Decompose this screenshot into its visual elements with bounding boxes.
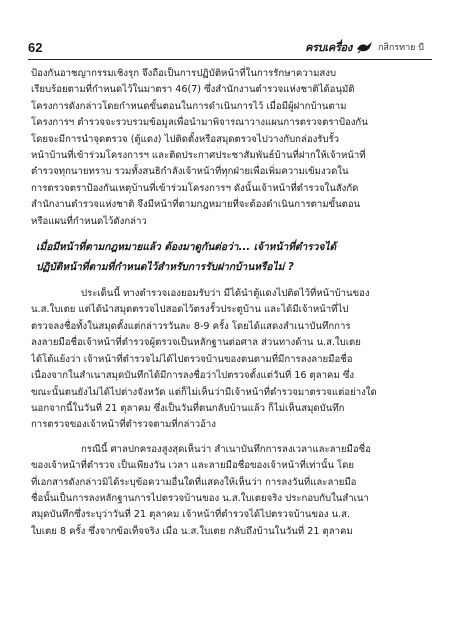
text-line: น.ส.ใบเตย แต่ได้นำสมุดตรวจไปสอดไว้ตรงรั้วประตูบ้าน และได้มีเจ้าหน้าที่ไป xyxy=(31,304,349,316)
text-line: ของเจ้าหน้าที่ตำรวจ เป็นเพียงวัน เวลา และลายมือชื่อของเจ้าหน้าที่เท่านั้น โดย xyxy=(31,460,355,472)
text-line: หรือแผนที่กำหนดไว้ดังกล่าว xyxy=(31,215,147,227)
heading-line: เมื่อมีหน้าที่ตามกฎหมายแล้ว ต้องมาดูกันต่อว่า... เจ้าหน้าที่ตำรวจได้ xyxy=(36,242,337,254)
text-line: ชื่อนั้นเป็นการลงหลักฐานการไปตรวจบ้านของ น.ส.ใบเตยจริง ประกอบกับในสำเนา xyxy=(31,492,369,504)
text-line: ป้องกันอาชญากรรมเชิงรุก จึงถือเป็นการปฏิบัติหน้าที่ในการรักษาความสงบ xyxy=(31,68,337,79)
text-line: หน้าบ้านที่เข้าร่วมโครงการฯ และติดประกาศประชาสัมพันธ์บ้านที่ฝากให้เจ้าหน้าที่ xyxy=(31,150,366,162)
text-line: เรียบร้อยตามที่กำหนดไว้ในมาตรา 46(7) ซึ่งสำนักงานตำรวจแห่งชาติได้อนุมัติ xyxy=(31,84,355,96)
header-rule xyxy=(28,59,432,60)
text-line: การตรวจตราป้องกันเหตุบ้านที่เข้าร่วมโครงการฯ ดังนั้นเจ้าหน้าที่ตำรวจในสังกัด xyxy=(31,182,359,194)
paragraph-2 xyxy=(31,286,432,434)
heading-line: ปฏิบัติหน้าที่ตามที่กำหนดไว้สำหรับการรับฝากบ้านหรือไม่ ? xyxy=(36,262,294,274)
text-line: ตรวจลงชื่อทั้งในสมุดตั้งแต่กล่าวรวันละ 8-9 ครั้ง โดยได้แสดงสำเนาบันทึกการ xyxy=(31,320,351,332)
page-number: 62 xyxy=(28,39,43,55)
text-line: โครงการฯ ตำรวจจะรวบรวมข้อมูลเพื่อนำมาพิจารณาวางแผนการตรวจตราป้องกัน xyxy=(31,117,368,129)
page-header xyxy=(28,38,424,56)
text-line: สำนักงานตำรวจแห่งชาติ จึงมีหน้าที่ตามกฎหมายที่จะต้องดำเนินการตามขั้นตอน xyxy=(31,199,361,211)
text-line: การตรวจของเจ้าหน้าที่ตำรวจตามที่กล่าวอ้าง xyxy=(31,419,216,431)
text-line: ลงลายมือชื่อเจ้าหน้าที่ตำรวจผู้ตรวจเป็นหลักฐานต่อศาล ส่วนทางด้าน น.ส.ใบเตย xyxy=(31,337,361,349)
text-line: ตำรวจทุกนายทราบ รวมทั้งสนธิกำลังเจ้าหน้าที่ทุกฝ่ายเพื่อเพิ่มความเข้มงวดใน xyxy=(31,166,349,178)
brand-name: ครบเครื่อง xyxy=(305,41,352,54)
text-line: ได้โต้แย้งว่า เจ้าหน้าที่ตำรวจไม่ได้ไปตรวจบ้านของตนตามที่มีการลงลายมือชื่อ xyxy=(31,353,353,365)
text-line: นอกจากนี้ในวันที่ 21 ตุลาคม ซึ่งเป็นวันที่ตนกลับบ้านแล้ว ก็ไม่เห็นสมุดบันทึก xyxy=(31,402,345,414)
text-line: กรณีนี้ ศาลปกครองสูงสุดเห็นว่า สำเนาบันทึกการลงเวลาและลายมือชื่อ xyxy=(81,443,371,455)
bird-logo-icon xyxy=(356,40,374,54)
text-line: โครงการดังกล่าวโดยกำหนดขั้นตอนในการดำเนินการไว้ เมื่อมีผู้ฝากบ้านตาม xyxy=(31,100,347,112)
text-line: โดยจะมีการนำจุดตรวจ (ตู้แดง) ไปติดตั้งหรือสมุดตรวจไปวางกับกล่องรับรั้ว xyxy=(31,133,340,145)
paragraph-1 xyxy=(31,66,432,230)
text-line: ประเด็นนี้ ทางตำรวจเองยอมรับว่า มีได้นำตู้แดงไปติดไว้ที่หน้าบ้านของ xyxy=(81,288,370,300)
brand-subtitle: กสิกรทาย บี xyxy=(377,43,424,53)
text-line: เนื่องจากในสำเนาสมุดบันทึกได้มีการลงชื่อว่าไปตรวจตั้งแต่วันที่ 16 ตุลาคม ซึ่ง xyxy=(31,370,355,382)
text-line: สมุดบันทึกซึ่งระบุว่าวันที่ 21 ตุลาคม เจ้าหน้าที่ตำรวจได้ไปตรวจบ้านของ น.ส. xyxy=(31,509,351,521)
paragraph-3 xyxy=(31,442,432,540)
text-line: ที่เอกสารดังกล่าวมิได้ระบุข้อความอื่นใดที่แสดงให้เห็นว่า การลงวันที่และลายมือ xyxy=(31,476,357,488)
body-text xyxy=(31,66,432,621)
text-line: ขณะนั้นตนยังไม่ได้ไปต่างจังหวัด แต่ก็ไม่เห็นว่ามีเจ้าหน้าที่ตำรวจมาตรวจแต่อย่างใด xyxy=(31,386,377,398)
section-heading xyxy=(31,238,432,278)
text-line: ใบเตย 8 ครั้ง ซึ่งจากข้อเท็จจริง เมื่อ น.ส.ใบเตย กลับถึงบ้านในวันที่ 21 ตุลาคม xyxy=(31,525,353,537)
brand xyxy=(305,38,424,56)
